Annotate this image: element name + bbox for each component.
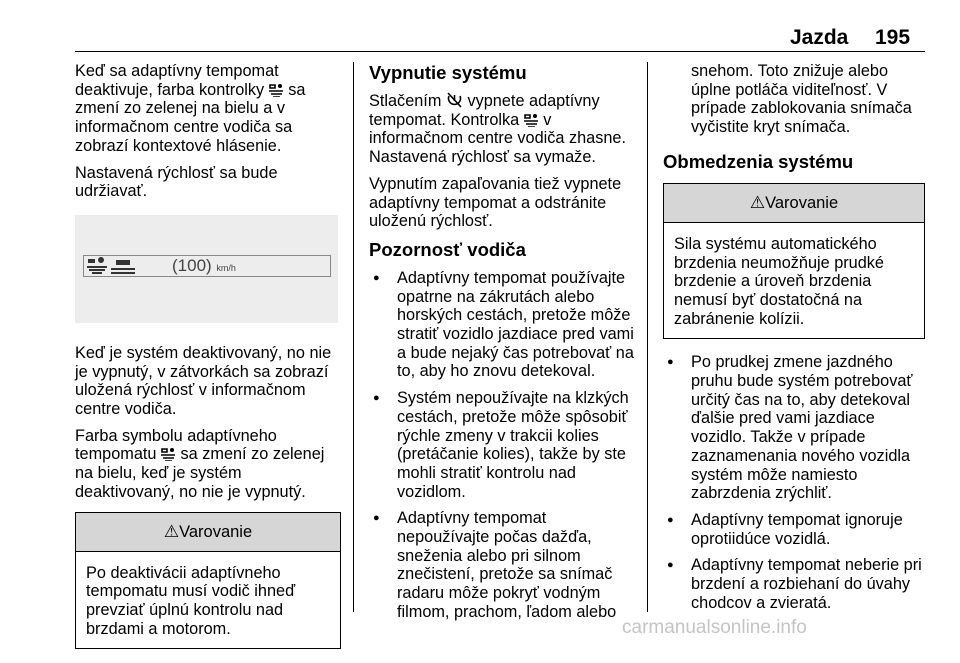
list-item: ● Systém nepoužívajte na klzkých cestách, pretože môže spôsobiť rýchle zmeny v trakcii kolies (pretáčanie kolies), takže by ste mohli stratiť kontrolu nad vozidlom. [369,389,635,501]
paragraph: Keď sa adaptívny tempomat deaktivuje, farba kontrolky sa zmení zo zelenej na bielu a v informačnom centre vodiča sa zobrazí kontextové hlásenie. [75,62,306,155]
bullet-list [369,269,635,622]
warning-header [664,184,924,223]
warning-box [75,512,341,650]
display-frame [83,255,331,277]
warning-triangle-icon: ⚠ [749,192,766,212]
cluster-display-illustration [75,215,338,323]
watermark: carmanualsonline.info [622,617,807,638]
heading-system-off: Vypnutie systému [369,62,527,83]
warning-text: Po deaktivácii adaptívneho tempomatu musí vodič ihneď prevziať úplnú kontrolu nad brzdami a motorom. [86,563,296,638]
adaptive-cruise-icon [524,113,539,127]
adaptive-cruise-icon [269,83,284,97]
warning-title: Varovanie [179,522,253,541]
column-left [75,62,341,663]
paragraph: Nastavená rýchlosť sa bude udržiavať. [75,163,278,201]
paragraph: Farba symbolu adaptívneho tempomatu sa zmení zo zelenej na bielu, keď je systém deaktivovaný, no nie je vypnutý. [75,426,325,501]
column-separator [647,62,648,612]
section-title: Jazda [790,26,849,49]
stored-speed-readout: (100) km/h [172,255,236,275]
paragraph: Vypnutím zapaľovania tiež vypnete adaptívny tempomat a odstránite uloženú rýchlosť. [369,174,622,231]
warning-title: Varovanie [765,193,839,212]
bullet-list [663,353,925,612]
warning-triangle-icon: ⚠ [163,521,180,541]
adaptive-cruise-icon [161,447,176,461]
column-middle [369,62,635,630]
following-distance-icon [110,257,136,275]
list-item: ● Adaptívny tempomat nepoužívajte počas dažďa, sneženia alebo pri silnom znečistení, pretože sa snímač radaru môže pokryť vodným filmom, prachom, ľadom alebo [369,509,635,621]
page-number: 195 [875,26,911,49]
heading-system-limits: Obmedzenia systému [663,150,854,172]
paragraph: Stlačením vypnete adaptívny tempomat. Kontrolka v informačnom centre vodiča zhasne. Nastavená rýchlosť sa vymaže. [369,92,627,167]
paragraph-continued: snehom. Toto znižuje alebo úplne potláča viditeľnosť. V prípade zablokovania snímača vyčistite kryt snímača. [691,62,912,137]
list-item: ● Po prudkej zmene jazdného pruhu bude systém potrebovať určitý čas na to, aby detekoval ďalšie pred vami jazdiace vozidlo. Takže v prípade zaznamenania nového vozidla systém môže namiesto zabrzdenia zrýchliť. [663,353,925,503]
heading-driver-attention: Pozornosť vodiča [369,238,526,260]
column-right [663,62,925,620]
list-item: ● Adaptívny tempomat neberie pri brzdení a rozbiehaní do úvahy chodcov a zvieratá. [663,556,925,612]
cruise-cancel-button-icon [446,92,463,108]
page-header [0,0,960,56]
warning-box [663,183,925,340]
header-rule [75,51,925,52]
paragraph: Keď je systém deaktivovaný, no nie je vypnutý, v zátvorkách sa zobrazí uložená rýchlosť v informačnom centre vodiča. [75,343,332,419]
speed-unit: km/h [216,262,236,273]
list-item: ● Adaptívny tempomat ignoruje oprotiidúce vozidlá. [663,511,925,548]
adaptive-cruise-icon [86,256,108,275]
column-separator [353,62,354,612]
warning-header [76,513,340,552]
warning-text: Sila systému automatického brzdenia neumožňuje prudké brzdenie a úroveň brzdenia nemusí byť dostatočná na zabránenie kolízii. [674,234,884,328]
list-item: ● Adaptívny tempomat používajte opatrne na zákrutách alebo horských cestách, pretože môže stratiť vozidlo jazdiace pred vami a bude nejaký čas potrebovať na to, aby ho znovu detekoval. [369,269,635,381]
